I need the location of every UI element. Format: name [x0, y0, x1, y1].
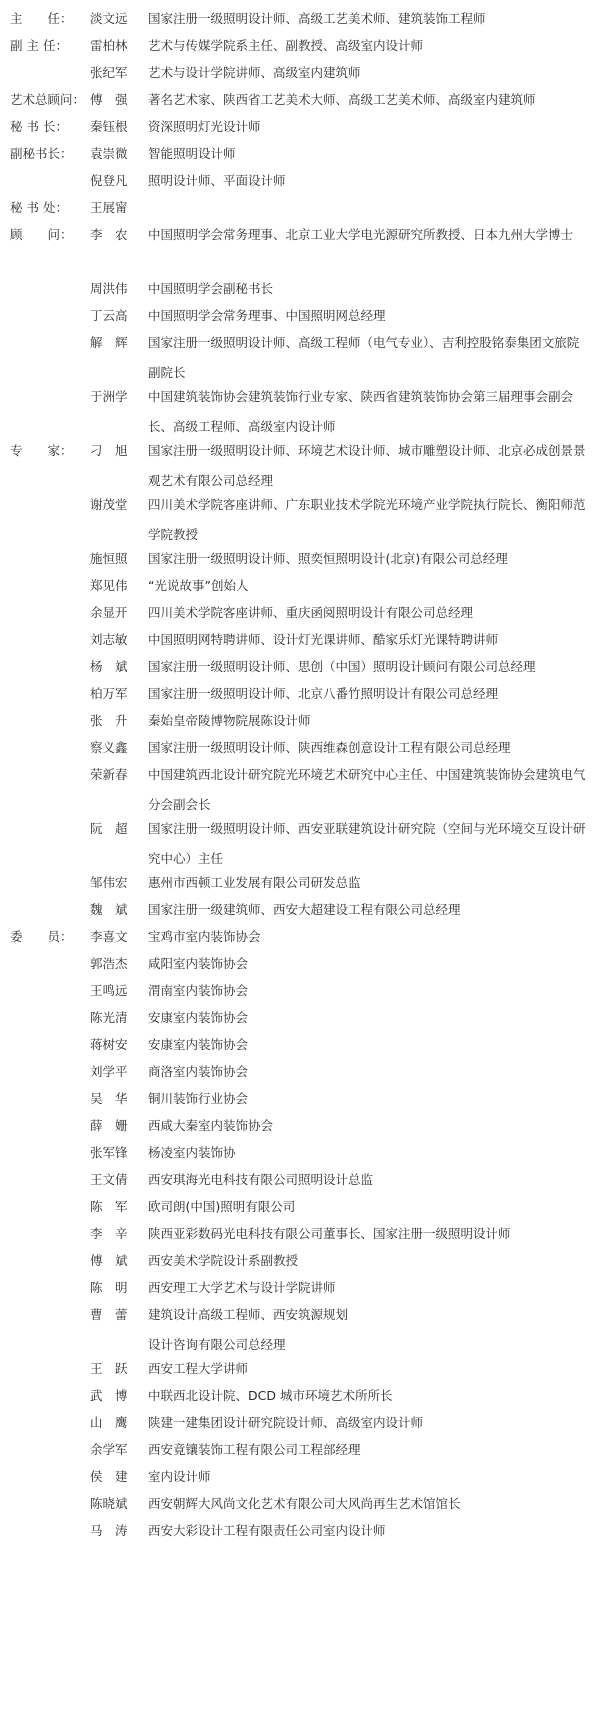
member-name: 马 涛 [90, 1523, 128, 1538]
member-name: 王展甯 [90, 200, 128, 215]
member-name: 魏 斌 [90, 902, 128, 917]
member-name: 余显开 [90, 605, 128, 620]
member-name: 陈 军 [90, 1199, 128, 1214]
member-description: 资深照明灯光设计师 [148, 119, 261, 134]
member-name: 蒋树安 [90, 1037, 128, 1052]
member-description: 国家注册一级照明设计师、陕西维森创意设计工程有限公司总经理 [148, 740, 511, 755]
member-description: 安康室内装饰协会 [148, 1037, 249, 1052]
member-name: 张 升 [90, 713, 128, 728]
member-name: 侯 建 [90, 1469, 128, 1484]
member-description: 中国建筑装饰协会建筑装饰行业专家、陕西省建筑装饰协会第三届理事会副会长、高级工程师、高级室内设计师 [148, 389, 574, 434]
member-description: 国家注册一级照明设计师、高级工艺美术师、建筑装饰工程师 [148, 11, 486, 26]
member-description: 国家注册一级建筑师、西安大超建设工程有限公司总经理 [148, 902, 461, 917]
position-title: 副秘书长： [10, 146, 73, 161]
member-description: 国家注册一级照明设计师、高级工程师（电气专业）、吉利控股铭泰集团文旅院副院长 [148, 335, 580, 380]
member-description: 秦始皇帝陵博物院展陈设计师 [148, 713, 311, 728]
member-name: 刘志敏 [90, 632, 128, 647]
position-title: 艺术总顾问： [10, 92, 86, 107]
member-name: 张军锋 [90, 1145, 128, 1160]
member-name: 淡文远 [90, 11, 128, 26]
member-name: 解 辉 [90, 335, 128, 350]
member-description: 艺术与设计学院讲师、高级室内建筑师 [148, 65, 361, 80]
member-description: “光说故事”创始人 [148, 578, 249, 593]
member-name: 柏万军 [90, 686, 128, 701]
member-description: 中国照明学会副秘书长 [148, 281, 274, 296]
member-description: 国家注册一级照明设计师、西安亚联建筑设计研究院（空间与光环境交互设计研究中心）主任 [148, 821, 586, 866]
member-description: 国家注册一级照明设计师、北京八番竹照明设计有限公司总经理 [148, 686, 499, 701]
member-name: 郑见伟 [90, 578, 128, 593]
member-name: 于洲学 [90, 389, 128, 404]
member-description: 中联西北设计院、DCD 城市环境艺术所所长 [148, 1388, 393, 1403]
member-description: 西安竟镶装饰工程有限公司工程部经理 [148, 1442, 361, 1457]
member-name: 谢茂堂 [90, 497, 128, 512]
member-name: 李 辛 [90, 1226, 128, 1241]
member-description: 中国照明学会常务理事、中国照明网总经理 [148, 308, 386, 323]
member-name: 吴 华 [90, 1091, 128, 1106]
member-name: 李喜文 [90, 929, 128, 944]
member-description: 中国照明网特聘讲师、设计灯光课讲师、酷家乐灯光课特聘讲师 [148, 632, 499, 647]
position-title: 秘 书 处： [10, 200, 68, 215]
member-description: 杨凌室内装饰协 [148, 1145, 236, 1160]
member-description: 安康室内装饰协会 [148, 1010, 249, 1025]
member-name: 倪登凡 [90, 173, 128, 188]
position-title: 秘 书 长： [10, 119, 68, 134]
member-name: 陈光清 [90, 1010, 128, 1025]
member-description: 中国建筑西北设计研究院光环境艺术研究中心主任、中国建筑装饰协会建筑电气分会副会长 [148, 767, 586, 812]
member-name: 陈 明 [90, 1280, 128, 1295]
member-name: 陈晓斌 [90, 1496, 128, 1511]
member-name: 傅 强 [90, 92, 128, 107]
member-description: 中国照明学会常务理事、北京工业大学电光源研究所教授、日本九州大学博士 [148, 227, 574, 242]
member-description: 国家注册一级照明设计师、思创（中国）照明设计顾问有限公司总经理 [148, 659, 536, 674]
position-title: 主 任： [10, 11, 73, 26]
member-description: 照明设计师、平面设计师 [148, 173, 286, 188]
member-description: 智能照明设计师 [148, 146, 236, 161]
member-name: 山 鹰 [90, 1415, 128, 1430]
member-name: 阮 超 [90, 821, 128, 836]
member-name: 秦钰根 [90, 119, 128, 134]
member-name: 余学军 [90, 1442, 128, 1457]
member-description: 西安琪海光电科技有限公司照明设计总监 [148, 1172, 374, 1187]
member-name: 张纪军 [90, 65, 128, 80]
position-title: 专 家： [10, 443, 73, 458]
member-description: 商洛室内装饰协会 [148, 1064, 249, 1079]
member-name: 郭浩杰 [90, 956, 128, 971]
member-name: 周洪伟 [90, 281, 128, 296]
member-name: 王文倩 [90, 1172, 128, 1187]
member-description: 铜川装饰行业协会 [148, 1091, 249, 1106]
member-description: 陕建一建集团设计研究院设计师、高级室内设计师 [148, 1415, 424, 1430]
member-description: 陕西亚彩数码光电科技有限公司董事长、国家注册一级照明设计师 [148, 1226, 511, 1241]
member-name: 施恒照 [90, 551, 128, 566]
member-name: 李 农 [90, 227, 128, 242]
member-description: 西安工程大学讲师 [148, 1361, 249, 1376]
member-name: 察义鑫 [90, 740, 128, 755]
member-name: 曹 蕾 [90, 1307, 128, 1322]
member-description: 室内设计师 [148, 1469, 211, 1484]
member-name: 丁云高 [90, 308, 128, 323]
member-description: 西安大彩设计工程有限责任公司室内设计师 [148, 1523, 386, 1538]
member-description: 西安理工大学艺术与设计学院讲师 [148, 1280, 336, 1295]
member-name: 王鸣远 [90, 983, 128, 998]
member-name: 武 博 [90, 1388, 128, 1403]
member-description: 渭南室内装饰协会 [148, 983, 249, 998]
member-name: 薛 姗 [90, 1118, 128, 1133]
member-name: 傅 斌 [90, 1253, 128, 1268]
member-name: 邹伟宏 [90, 875, 128, 890]
member-name: 雷柏林 [90, 38, 128, 53]
member-description: 著名艺术家、陕西省工艺美术大师、高级工艺美术师、高级室内建筑师 [148, 92, 536, 107]
member-description: 建筑设计高级工程师、西安筑源规划设计咨询有限公司总经理 [148, 1307, 349, 1352]
member-description: 西咸大秦室内装饰协会 [148, 1118, 274, 1133]
member-description: 国家注册一级照明设计师、环境艺术设计师、城市雕塑设计师、北京必成创景景观艺术有限公司总经理 [148, 443, 586, 488]
member-description: 咸阳室内装饰协会 [148, 956, 249, 971]
member-description: 西安朝辉大风尚文化艺术有限公司大风尚再生艺术馆馆长 [148, 1496, 461, 1511]
member-description: 四川美术学院客座讲师、重庆函阅照明设计有限公司总经理 [148, 605, 474, 620]
member-name: 杨 斌 [90, 659, 128, 674]
member-name: 刘学平 [90, 1064, 128, 1079]
member-description: 四川美术学院客座讲师、广东职业技术学院光环境产业学院执行院长、衡阳师范学院教授 [148, 497, 586, 542]
member-name: 刁 旭 [90, 443, 128, 458]
member-name: 王 跃 [90, 1361, 128, 1376]
member-description: 国家注册一级照明设计师、照奕恒照明设计(北京)有限公司总经理 [148, 551, 508, 566]
member-description: 西安美术学院设计系副教授 [148, 1253, 299, 1268]
member-description: 欧司朗(中国)照明有限公司 [148, 1199, 296, 1214]
member-description: 艺术与传媒学院系主任、副教授、高级室内设计师 [148, 38, 424, 53]
position-title: 委 员： [10, 929, 73, 944]
position-title: 顾 问： [10, 227, 73, 242]
member-description: 惠州市西顿工业发展有限公司研发总监 [148, 875, 361, 890]
member-name: 荣新春 [90, 767, 128, 782]
member-name: 袁崇微 [90, 146, 128, 161]
member-description: 宝鸡市室内装饰协会 [148, 929, 261, 944]
position-title: 副 主 任： [10, 38, 68, 53]
